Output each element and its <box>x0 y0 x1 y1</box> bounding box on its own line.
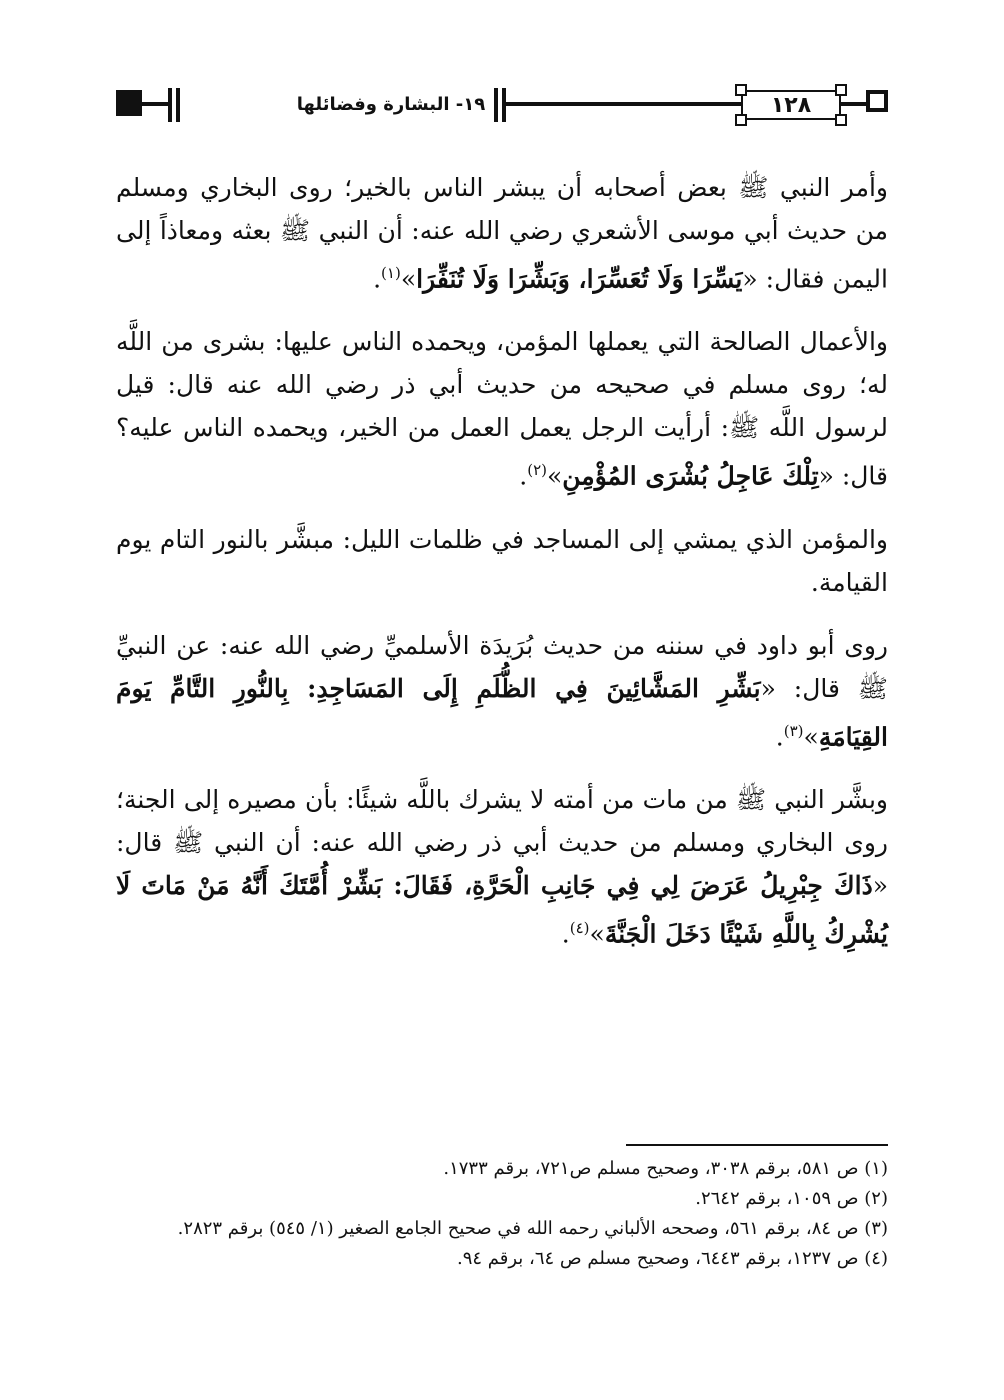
paragraph: وبشَّر النبي ﷺ من مات من أمته لا يشرك باللَّه شيئًا: بأن مصيره إلى الجنة؛ روى البخاري ومسلم من حديث أبي ذر رضي الله عنه: أن النبي ﷺ قال: «ذَاكَ جِبْرِيلُ عَرَضَ لِي فِي جَانِبِ الْحَرَّةِ، فَقَالَ: بَشِّرْ أُمَّتَكَ أَنَّهُ مَنْ مَاتَ لَا يُشْرِكُ بِاللَّهِ شَيْئًا دَخَلَ الْجَنَّةَ»$^{(٤)}$. <box>116 784 888 949</box>
footnote-ref: (١) <box>381 264 401 282</box>
header-divider <box>176 88 180 122</box>
footnotes <box>116 1154 888 1274</box>
footnote: (٤) ص ١٢٣٧، برقم ٦٤٤٣، وصحيح مسلم ص ٦٤، برقم ٩٤. <box>456 1248 888 1269</box>
header-rule <box>142 102 168 106</box>
paragraph: روى أبو داود في سننه من حديث بُرَيدَة الأسلميِّ رضي الله عنه: عن النبيِّ ﷺ قال: «بَشِّرِ المَشَّائِينَ فِي الظُّلَمِ إِلَى المَسَاجِدِ: بِالنُّورِ التَّامِّ يَومَ القِيَامَةِ»$^{(٣)}$. <box>116 630 888 751</box>
footnote: (٣) ص ٨٤، برقم ٥٦١، وصححه الألباني رحمه الله في صحيح الجامع الصغير (١/ ٥٤٥) برقم ٢٨٢٣. <box>177 1218 888 1239</box>
hadith-quote: ذَاكَ جِبْرِيلُ عَرَضَ لِي فِي جَانِبِ الْحَرَّةِ، فَقَالَ: بَشِّرْ أُمَّتَكَ أَنَّهُ مَنْ مَاتَ لَا يُشْرِكُ بِاللَّهِ شَيْئًا دَخَلَ الْجَنَّةَ <box>116 870 888 949</box>
hadith-quote: تِلْكَ عَاجِلُ بُشْرَى المُؤْمِنِ <box>562 461 819 491</box>
header-left-block <box>116 90 142 116</box>
header-right-square <box>866 90 888 112</box>
footnote-ref: (٢) <box>527 461 547 480</box>
hadith-quote: بَشِّرِ المَشَّائِينَ فِي الظُّلَمِ إِلَى المَسَاجِدِ: بِالنُّورِ التَّامِّ يَومَ القِيَامَةِ <box>116 673 888 751</box>
page-number: ١٢٨ <box>770 92 812 118</box>
page-header <box>116 88 888 124</box>
header-divider <box>168 88 172 122</box>
page-number-box <box>741 90 841 120</box>
page-body <box>116 166 888 975</box>
header-rule <box>506 102 741 106</box>
header-rule <box>841 102 866 106</box>
paragraph: وأمر النبي ﷺ بعض أصحابه أن يبشر الناس بالخير؛ روى البخاري ومسلم من حديث أبي موسى الأشعري رضي الله عنه: أن النبي ﷺ بعثه ومعاذاً إلى اليمن فقال: «يَسِّرَا وَلَا تُعَسِّرَا، وَبَشِّرَا وَلَا تُنَفِّرَا»$^{(١)}$. <box>116 173 888 294</box>
header-divider <box>494 88 498 122</box>
hadith-quote: يَسِّرَا وَلَا تُعَسِّرَا، وَبَشِّرَا وَلَا تُنَفِّرَا <box>416 264 743 294</box>
footnote-ref: (٣) <box>783 721 804 740</box>
footnote-ref: (٤) <box>569 918 590 937</box>
footnote-separator <box>626 1144 888 1146</box>
paragraph: والمؤمن الذي يمشي إلى المساجد في ظلمات الليل: مبشَّر بالنور التام يوم القيامة. <box>116 524 888 597</box>
footnote: (١) ص ٥٨١، برقم ٣٠٣٨، وصحيح مسلم ص٧٢١، برقم ١٧٣٣. <box>443 1158 888 1179</box>
paragraph: والأعمال الصالحة التي يعملها المؤمن، ويحمده الناس عليها: بشرى من اللَّه له؛ روى مسلم في صحيحه من حديث أبي ذر رضي الله عنه قال: قيل لرسول اللَّه ﷺ: أرأيت الرجل يعمل العمل من الخير، ويحمده الناس عليه؟ قال: «تِلْكَ عَاجِلُ بُشْرَى المُؤْمِنِ»$^{(٢)}$. <box>116 327 888 491</box>
chapter-title: ١٩- البشارة وفضائلها <box>296 94 486 115</box>
footnote: (٢) ص ١٠٥٩، برقم ٢٦٤٢. <box>695 1188 888 1209</box>
